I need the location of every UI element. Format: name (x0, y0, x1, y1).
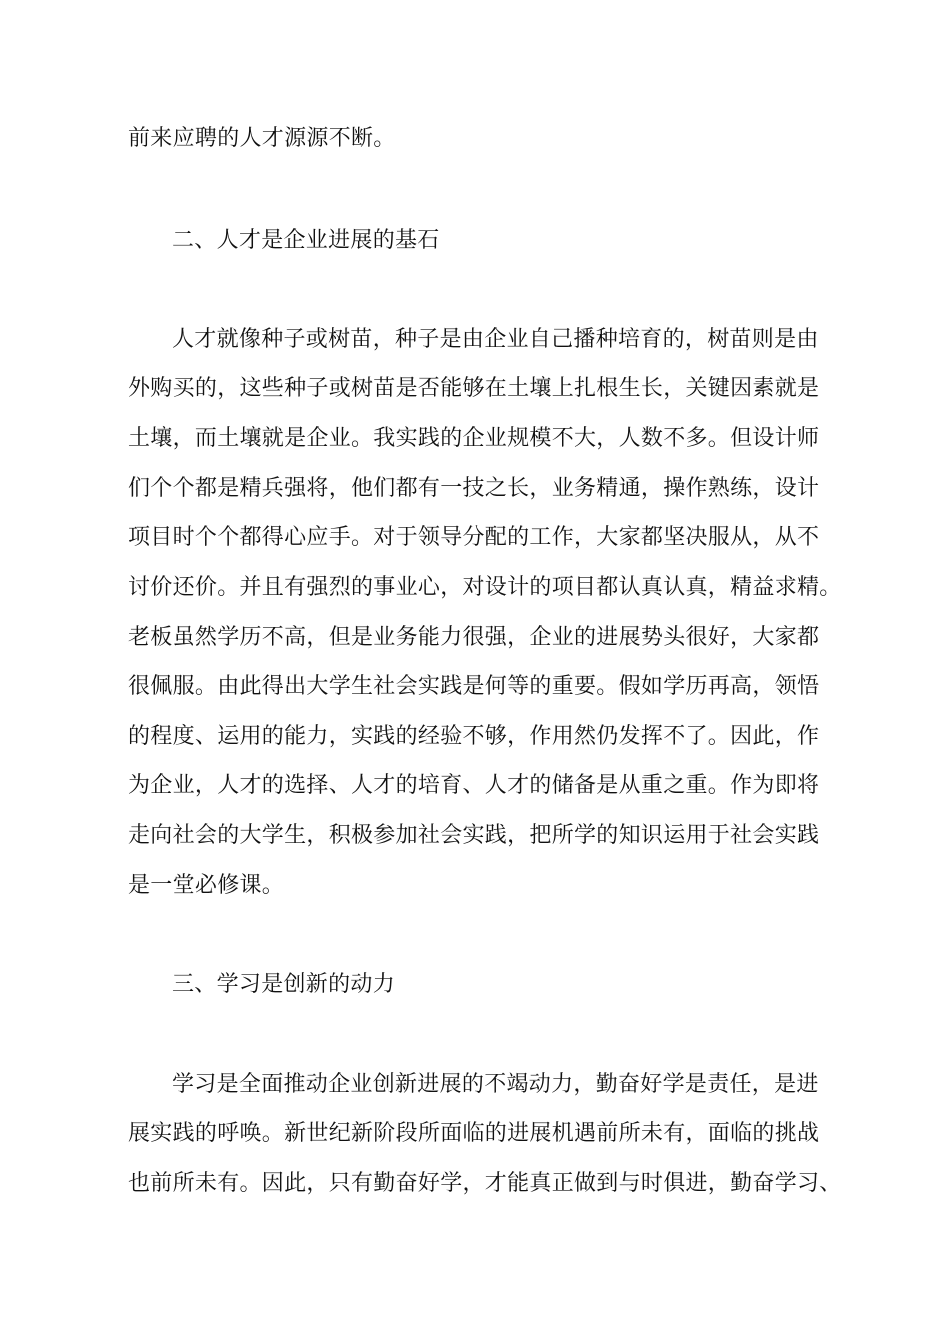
paragraph-line: 项目时个个都得心应手。对于领导分配的工作，大家都坚决服从，从不 (128, 525, 820, 550)
paragraph-line: 讨价还价。并且有强烈的事业心，对设计的项目都认真认真，精益求精。 (128, 575, 842, 600)
section-heading: 三、学习是创新的动力 (172, 972, 396, 997)
paragraph-line: 外购买的，这些种子或树苗是否能够在土壤上扎根生长，关键因素就是 (128, 376, 820, 401)
paragraph-line: 们个个都是精兵强将，他们都有一技之长，业务精通，操作熟练，设计 (128, 476, 820, 501)
paragraph-line: 前来应聘的人才源源不断。 (128, 126, 396, 151)
paragraph-line: 人才就像种子或树苗，种子是由企业自己播种培育的，树苗则是由 (172, 327, 819, 352)
paragraph-line: 学习是全面推动企业创新进展的不竭动力，勤奋好学是责任，是进 (172, 1072, 819, 1097)
paragraph-line: 走向社会的大学生，积极参加社会实践，把所学的知识运用于社会实践 (128, 823, 820, 848)
paragraph-line: 展实践的呼唤。新世纪新阶段所面临的进展机遇前所未有，面临的挑战 (128, 1121, 820, 1146)
paragraph-line: 是一堂必修课。 (128, 873, 285, 898)
paragraph-line: 很佩服。由此得出大学生社会实践是何等的重要。假如学历再高，领悟 (128, 674, 820, 699)
section-heading: 二、人才是企业进展的基石 (172, 228, 440, 253)
paragraph-line: 也前所未有。因此，只有勤奋好学，才能真正做到与时俱进，勤奋学习、 (128, 1171, 842, 1196)
paragraph-line: 的程度、运用的能力，实践的经验不够，作用然仍发挥不了。因此，作 (128, 724, 820, 749)
paragraph-line: 为企业，人才的选择、人才的培育、人才的储备是从重之重。作为即将 (128, 773, 820, 798)
paragraph-line: 老板虽然学历不高，但是业务能力很强，企业的进展势头很好，大家都 (128, 625, 820, 650)
paragraph-line: 土壤，而土壤就是企业。我实践的企业规模不大，人数不多。但设计师 (128, 426, 820, 451)
